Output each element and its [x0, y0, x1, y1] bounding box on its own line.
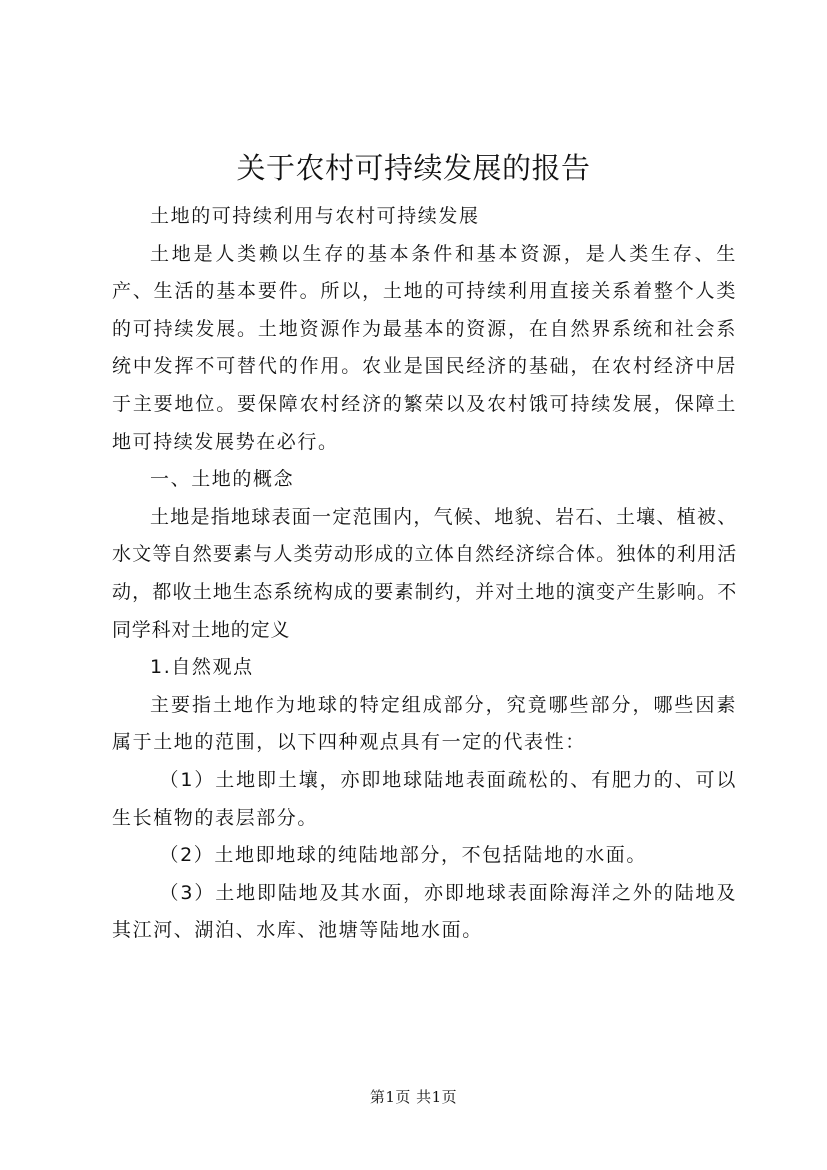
document-body [112, 198, 737, 950]
subsection-heading: 1.自然观点 [150, 656, 254, 679]
list-item: （3）土地即陆地及其水面，亦即地球表面除海洋之外的陆地及其江河、湖泊、水库、池塘等陆地水面。 [112, 881, 737, 942]
section-heading: 一、土地的概念 [150, 468, 295, 491]
body-paragraph: 土地是人类赖以生存的基本条件和基本资源，是人类生存、生产、生活的基本要件。所以，土地的可持续利用直接关系着整个人类的可持续发展。土地资源作为最基本的资源，在自然界系统和社会系统中发挥不可替代的作用。农业是国民经济的基础，在农村经济中居于主要地位。要保障农村经济的繁荣以及农村饿可持续发展，保障土地可持续发展势在必行。 [112, 242, 737, 453]
section-heading: 土地的可持续利用与农村可持续发展 [150, 205, 480, 227]
document-title: 关于农村可持续发展的报告 [236, 151, 591, 185]
page-footer: 第1页 共1页 [369, 1088, 458, 1106]
list-item: （1）土地即土壤，亦即地球陆地表面疏松的、有肥力的、可以生长植物的表层部分。 [112, 768, 737, 829]
body-paragraph: 主要指土地作为地球的特定组成部分，究竟哪些部分，哪些因素属于土地的范围，以下四种观点具有一定的代表性： [112, 693, 737, 754]
list-item: （2）土地即地球的纯陆地部分，不包括陆地的水面。 [159, 844, 647, 867]
body-paragraph: 土地是指地球表面一定范围内，气候、地貌、岩石、土壤、植被、水文等自然要素与人类劳动形成的立体自然经济综合体。独体的利用活动，都收土地生态系统构成的要素制约，并对土地的演变产生影响。不同学科对土地的定义 [112, 505, 737, 641]
